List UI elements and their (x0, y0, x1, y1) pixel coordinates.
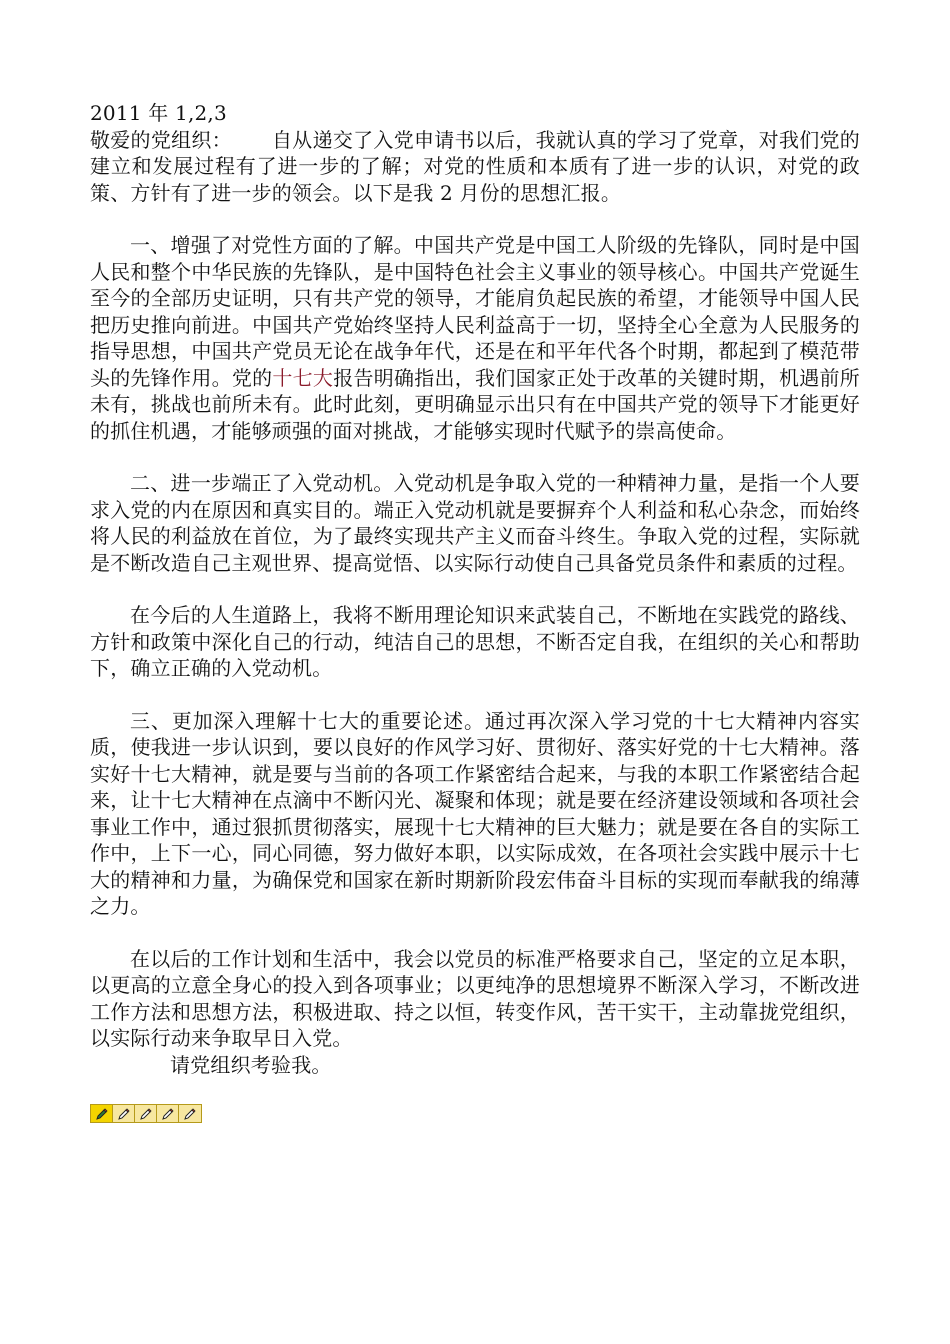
rating-button[interactable] (135, 1105, 157, 1122)
rating-button[interactable] (91, 1105, 113, 1122)
paragraph-2: 二、进一步端正了入党动机。入党动机是争取入党的一种精神力量，是指一个人要求入党的内在原因和真实目的。端正入党动机就是要摒弃个人利益和私心杂念，而始终将人民的利益放在首位，为了最终实现共产主义而奋斗终生。争取入党的过程，实际就是不断改造自己主观世界、提高觉悟、以实际行动使自己具备党员条件和素质的过程。 (90, 471, 860, 575)
pencil-icon (183, 1107, 197, 1121)
pencil-icon (117, 1107, 131, 1121)
salutation: 敬爱的党组织： (90, 127, 232, 152)
pencil-icon (95, 1107, 109, 1121)
paragraph-3: 在今后的人生道路上，我将不断用理论知识来武装自己，不断地在实践党的路线、方针和政策中深化自己的行动，纯洁自己的思想，不断否定自我，在组织的关心和帮助下，确立正确的入党动机。 (90, 603, 860, 680)
rating-button[interactable] (157, 1105, 179, 1122)
intro-text: 自从递交了入党申请书以后，我就认真的学习了党章，对我们党的建立和发展过程有了进一步的了解；对党的性质和本质有了进一步的认识，对党的政策、方针有了进一步的领会。以下是我 2 月份的思想汇报。 (90, 127, 860, 205)
paragraph-4: 三、更加深入理解十七大的重要论述。通过再次深入学习党的十七大精神内容实质，使我进一步认识到，要以良好的作风学习好、贯彻好、落实好党的十七大精神。落实好十七大精神，就是要与当前的各项工作紧密结合起来，与我的本职工作紧密结合起来，让十七大精神在点滴中不断闪光、凝聚和体现；就是要在经济建设领域和各项社会事业工作中，通过狠抓贯彻落实，展现十七大精神的巨大魅力；就是要在各自的实际工作中，上下一心，同心同德，努力做好本职，以实际成效，在各项社会实践中展示十七大的精神和力量，为确保党和国家在新时期新阶段宏伟奋斗目标的实现而奉献我的绵薄之力。 (90, 708, 860, 918)
paragraph-1 (90, 232, 860, 444)
document-body (90, 100, 860, 1078)
pencil-icon (139, 1107, 153, 1121)
keyword-link[interactable]: 十七大 (272, 365, 334, 390)
pencil-icon (161, 1107, 175, 1121)
rating-button[interactable] (179, 1105, 201, 1122)
rating-button[interactable] (113, 1105, 135, 1122)
date-line: 2011 年 1,2,3 (90, 101, 227, 125)
paragraph-5: 在以后的工作计划和生活中，我会以党员的标准严格要求自己，坚定的立足本职，以更高的立意全身心的投入到各项事业；以更纯净的思想境界不断深入学习，不断改进工作方法和思想方法，积极进取、持之以恒，转变作风，苦干实干，主动靠拢党组织，以实际行动来争取早日入党。 (90, 946, 860, 1050)
paragraph-1-part-a: 一、增强了对党性方面的了解。中国共产党是中国工人阶级的先锋队，同时是中国人民和整个中华民族的先锋队，是中国特色社会主义事业的领导核心。中国共产党诞生至今的全部历史证明，只有共产党的领导，才能肩负起民族的希望，才能领导中国人民把历史推向前进。中国共产党始终坚持人民利益高于一切，坚持全心全意为人民服务的指导思想，中国共产党员无论在战争年代，还是在和平年代各个时期，都起到了模范带头的先锋作用。党的 (90, 233, 860, 390)
rating-widget (90, 1104, 202, 1123)
intro-paragraph (90, 127, 860, 207)
closing-line: 请党组织考验我。 (170, 1052, 332, 1077)
paragraph-1-part-b: 报告明确指出，我们国家正处于改革的关键时期，机遇前所未有，挑战也前所未有。此时此刻，更明确显示出只有在中国共产党的领导下才能更好的抓住机遇，才能够顽强的面对挑战，才能够实现时代赋予的崇高使命。 (90, 365, 860, 443)
